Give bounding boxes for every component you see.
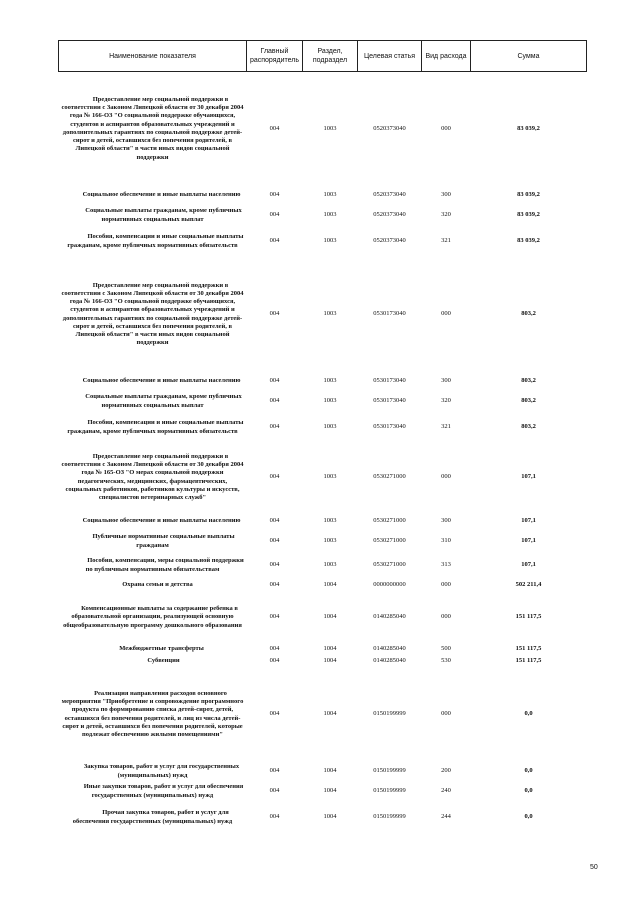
row-name: Компенсационные выплаты за содержание ребенка в образовательной организации, реализующей основную общеобразовательную программу дошкольного образования — [63, 605, 242, 629]
row-amount: 107,1 — [521, 473, 536, 481]
row-exp-type: 321 — [441, 237, 451, 245]
table-row — [59, 592, 587, 644]
row-admin: 004 — [269, 613, 280, 621]
row-exp-type: 240 — [441, 787, 451, 795]
row-admin: 004 — [269, 813, 280, 821]
row-section: 1003 — [323, 423, 337, 431]
row-amount: 803,2 — [521, 377, 536, 385]
row-exp-type: 300 — [441, 377, 451, 385]
header-expense-type: Вид расхода — [422, 41, 471, 72]
row-admin: 004 — [269, 767, 280, 775]
header-name: Наименование показателя — [59, 41, 247, 72]
row-name: Социальные выплаты гражданам, кроме публичных нормативных социальных выплат — [85, 393, 242, 409]
row-name-cell — [59, 532, 247, 552]
table-row — [59, 186, 587, 206]
row-amount: 107,1 — [521, 561, 536, 569]
row-admin: 004 — [269, 237, 280, 245]
row-target: 0520373040 — [373, 237, 406, 245]
row-exp-type: 244 — [441, 813, 451, 821]
row-name-cell — [59, 592, 247, 644]
row-name: Социальное обеспечение и иные выплаты населению — [82, 517, 241, 525]
row-target: 0530271000 — [373, 517, 406, 525]
row-name: Межбюджетные трансферты — [119, 645, 204, 653]
table-row — [59, 444, 587, 512]
table-row — [59, 258, 587, 372]
row-amount: 0,0 — [524, 813, 533, 821]
row-section: 1003 — [323, 211, 337, 219]
row-admin: 004 — [269, 710, 280, 718]
row-amount: 151 117,5 — [515, 613, 542, 621]
row-target: 0140285040 — [373, 613, 406, 621]
row-admin: 004 — [269, 124, 280, 132]
row-target: 0530173040 — [373, 377, 406, 385]
row-name: Реализация направления расходов основного мероприятия "Приобретение и сопровождение программного продукта по формированию списка детей-сирот, детей, оставшихся без попечения родителей, и лиц из числа детей-сирот и детей, оставшихся без попечения родителей, которые подлежат обеспечению жилыми помещениями" — [61, 689, 244, 738]
row-amount: 83 039,2 — [517, 124, 540, 132]
row-section: 1003 — [323, 191, 337, 199]
table-row — [59, 206, 587, 226]
header-row — [59, 41, 587, 72]
row-admin: 004 — [269, 310, 280, 318]
row-name: Пособия, компенсации, меры социальной поддержки по публичным нормативным обязательствам — [85, 557, 244, 573]
row-name: Социальные выплаты гражданам, кроме публичных нормативных социальных выплат — [85, 207, 242, 223]
row-section: 1003 — [323, 310, 337, 318]
row-name: Охрана семьи и детства — [122, 581, 193, 589]
row-name-cell — [59, 512, 247, 532]
row-name: Закупка товаров, работ и услуг для государственных (муниципальных) нужд — [83, 763, 240, 779]
row-amount: 0,0 — [524, 767, 533, 775]
row-exp-type: 000 — [441, 310, 451, 318]
row-section: 1004 — [323, 657, 337, 665]
row-name: Социальное обеспечение и иные выплаты населению — [82, 191, 241, 199]
table-row — [59, 226, 587, 258]
table-row — [59, 668, 587, 762]
row-name: Иные закупки товаров, работ и услуг для обеспечения государственных (муниципальных) нужд — [83, 783, 244, 799]
row-target: 0530271000 — [373, 473, 406, 481]
row-amount: 107,1 — [521, 517, 536, 525]
row-target: 0520373040 — [373, 124, 406, 132]
row-amount: 502 211,4 — [515, 581, 542, 589]
table-row — [59, 552, 587, 580]
row-exp-type: 200 — [441, 767, 451, 775]
row-amount: 107,1 — [521, 537, 536, 545]
row-amount: 83 039,2 — [517, 211, 540, 219]
row-section: 1004 — [323, 581, 337, 589]
row-admin: 004 — [269, 377, 280, 385]
row-section: 1004 — [323, 767, 337, 775]
row-name: Пособия, компенсации и иные социальные выплаты гражданам, кроме публичных нормативных обязательств — [67, 233, 244, 249]
row-admin: 004 — [269, 473, 280, 481]
row-admin: 004 — [269, 561, 280, 569]
row-exp-type: 320 — [441, 397, 451, 405]
table-row — [59, 512, 587, 532]
table-row — [59, 644, 587, 656]
row-exp-type: 320 — [441, 211, 451, 219]
row-admin: 004 — [269, 657, 280, 665]
table-row — [59, 762, 587, 782]
row-section: 1004 — [323, 787, 337, 795]
row-section: 1003 — [323, 397, 337, 405]
row-name-cell — [59, 656, 247, 668]
row-amount: 0,0 — [524, 710, 533, 718]
table-row — [59, 782, 587, 802]
row-name-cell — [59, 782, 247, 802]
row-name: Предоставление мер социальной поддержки в соответствии с Законом Липецкой области от 30 декабря 2004 года № 165-ОЗ "О мерах социальной поддержки педагогических, медицинских, фармацевтических, социальных работников, работников культуры и искусств, специалистов ветеринарных служб" — [61, 452, 244, 501]
row-section: 1003 — [323, 561, 337, 569]
row-target: 0520373040 — [373, 191, 406, 199]
row-admin: 004 — [269, 211, 280, 219]
row-name: Публичные нормативные социальные выплаты гражданам — [92, 533, 235, 549]
row-admin: 004 — [269, 423, 280, 431]
header-target: Целевая статья — [358, 41, 422, 72]
row-name-cell — [59, 644, 247, 656]
row-exp-type: 000 — [441, 473, 451, 481]
table-row — [59, 412, 587, 444]
row-target: 0530271000 — [373, 561, 406, 569]
row-target: 0150199999 — [373, 813, 406, 821]
row-section: 1003 — [323, 537, 337, 545]
row-name: Социальное обеспечение и иные выплаты населению — [82, 377, 241, 385]
row-admin: 004 — [269, 191, 280, 199]
table-row — [59, 392, 587, 412]
table-row — [59, 72, 587, 186]
table-body — [59, 72, 587, 834]
row-section: 1003 — [323, 377, 337, 385]
row-section: 1003 — [323, 237, 337, 245]
row-name: Предоставление мер социальной поддержки в соответствии с Законом Липецкой области от 30 декабря 2004 года № 166-ОЗ "О социальной поддержке обучающихся, студентов и аспирантов образовательных учреждений и дополнительных гарантиях по социальной поддержке детей-сирот и детей, оставшихся без попечения родителей, в Липецкой области" в части иных видов социальной поддержки — [61, 281, 244, 347]
row-name: Пособия, компенсации и иные социальные выплаты гражданам, кроме публичных нормативных обязательств — [67, 419, 244, 435]
header-amount: Сумма — [471, 41, 587, 72]
row-target: 0150199999 — [373, 767, 406, 775]
row-name-cell — [59, 762, 247, 782]
row-admin: 004 — [269, 787, 280, 795]
row-name-cell — [59, 802, 247, 834]
row-name: Субвенции — [147, 657, 180, 665]
row-exp-type: 000 — [441, 124, 451, 132]
row-admin: 004 — [269, 537, 280, 545]
budget-table — [58, 40, 587, 834]
row-amount: 83 039,2 — [517, 191, 540, 199]
row-exp-type: 000 — [441, 710, 451, 718]
row-exp-type: 300 — [441, 517, 451, 525]
row-name-cell — [59, 186, 247, 206]
row-exp-type: 500 — [441, 645, 451, 653]
row-exp-type: 300 — [441, 191, 451, 199]
table-row — [59, 656, 587, 668]
row-admin: 004 — [269, 581, 280, 589]
row-target: 0000000000 — [373, 581, 406, 589]
row-name-cell — [59, 372, 247, 392]
row-exp-type: 530 — [441, 657, 451, 665]
table-row — [59, 532, 587, 552]
row-name-cell — [59, 552, 247, 580]
row-target: 0530173040 — [373, 310, 406, 318]
row-name: Прочая закупка товаров, работ и услуг для обеспечения государственных (муниципальных) нужд — [72, 809, 233, 825]
row-section: 1003 — [323, 124, 337, 132]
row-section: 1004 — [323, 813, 337, 821]
row-section: 1004 — [323, 613, 337, 621]
row-name-cell — [59, 580, 247, 592]
row-section: 1003 — [323, 517, 337, 525]
row-section: 1004 — [323, 710, 337, 718]
row-name-cell — [59, 392, 247, 412]
page-number: 50 — [590, 864, 598, 871]
row-name-cell — [59, 412, 247, 444]
row-amount: 83 039,2 — [517, 237, 540, 245]
row-amount: 803,2 — [521, 310, 536, 318]
row-target: 0520373040 — [373, 211, 406, 219]
row-target: 0530173040 — [373, 397, 406, 405]
row-amount: 151 117,5 — [515, 645, 542, 653]
row-name: Предоставление мер социальной поддержки в соответствии с Законом Липецкой области от 30 декабря 2004 года № 166-ОЗ "О социальной поддержке обучающихся, студентов и аспирантов образовательных учреждений и дополнительных гарантиях по социальной поддержке детей-сирот и детей, оставшихся без попечения родителей, в Липецкой области" в части иных видов социальной поддержки — [61, 95, 244, 161]
row-amount: 803,2 — [521, 423, 536, 431]
table-row — [59, 372, 587, 392]
row-amount: 151 117,5 — [515, 657, 542, 665]
header-section: Раздел, подраздел — [303, 41, 358, 72]
row-exp-type: 000 — [441, 613, 451, 621]
row-exp-type: 313 — [441, 561, 451, 569]
row-name-cell — [59, 444, 247, 512]
table-row — [59, 802, 587, 834]
row-amount: 0,0 — [524, 787, 533, 795]
row-name-cell — [59, 206, 247, 226]
header-admin: Главный распорядитель — [247, 41, 303, 72]
row-name-cell — [59, 668, 247, 762]
row-target: 0140285040 — [373, 657, 406, 665]
row-section: 1004 — [323, 645, 337, 653]
row-target: 0150199999 — [373, 787, 406, 795]
row-section: 1003 — [323, 473, 337, 481]
row-target: 0530173040 — [373, 423, 406, 431]
row-name-cell — [59, 258, 247, 372]
row-name-cell — [59, 226, 247, 258]
row-admin: 004 — [269, 645, 280, 653]
table-header — [59, 41, 587, 72]
row-exp-type: 310 — [441, 537, 451, 545]
row-admin: 004 — [269, 397, 280, 405]
row-amount: 803,2 — [521, 397, 536, 405]
row-exp-type: 000 — [441, 581, 451, 589]
row-name-cell — [59, 72, 247, 186]
row-exp-type: 321 — [441, 423, 451, 431]
row-admin: 004 — [269, 517, 280, 525]
row-target: 0140285040 — [373, 645, 406, 653]
row-target: 0150199999 — [373, 710, 406, 718]
table-row — [59, 580, 587, 592]
row-target: 0530271000 — [373, 537, 406, 545]
